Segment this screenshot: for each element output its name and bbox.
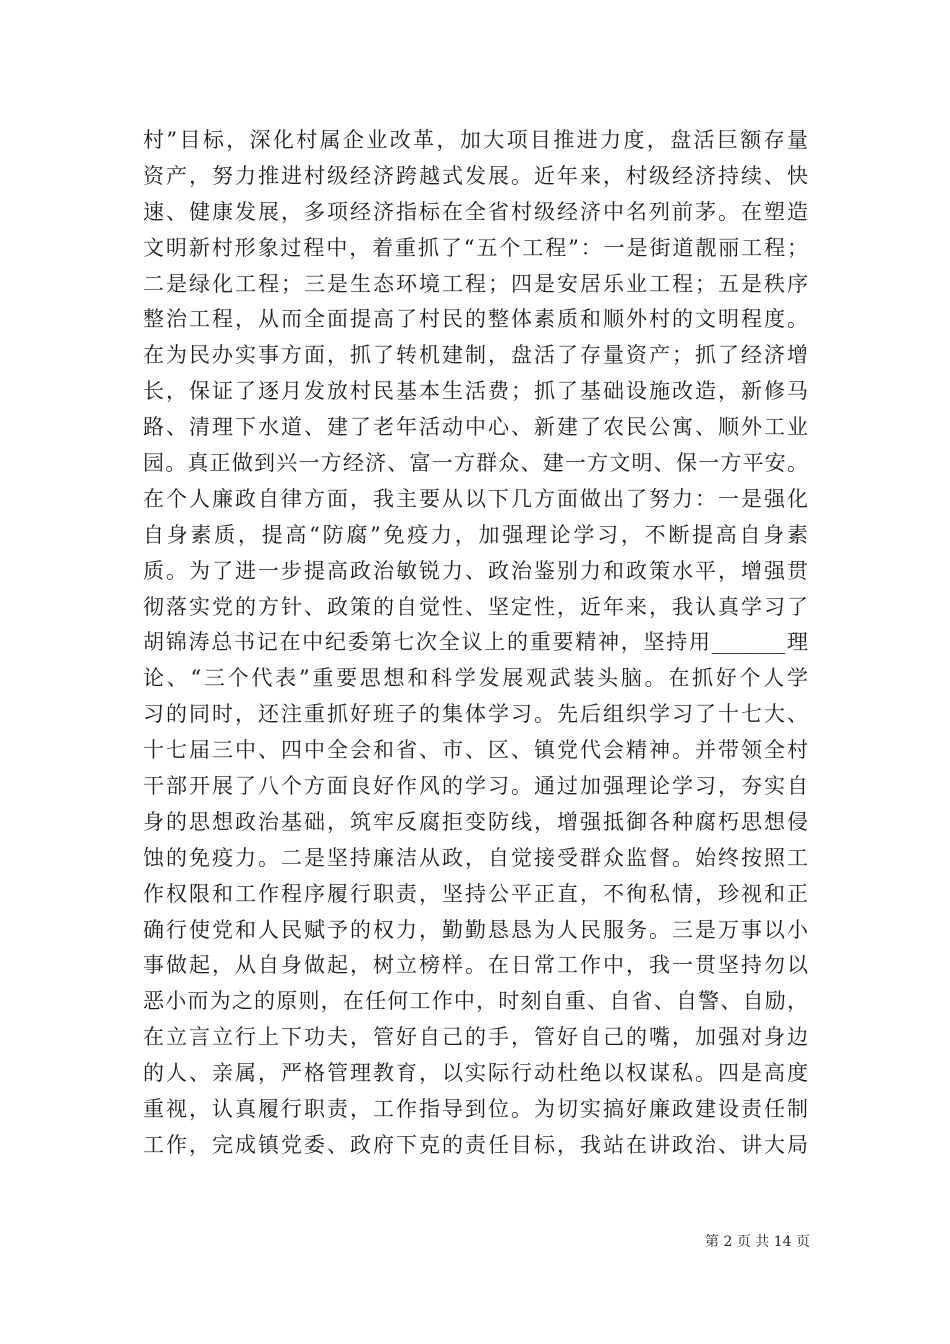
text-line: 重视，认真履行职责，工作指导到位。为切实搞好廉政建设责任制: [143, 1097, 808, 1122]
text-line: 恶小而为之的原则，在任何工作中，时刻自重、自省、自警、自励，: [143, 989, 808, 1014]
text-line: 身的思想政治基础，筑牢反腐拒变防线，增强抵御各种腐朽思想侵: [143, 809, 808, 834]
text-line: 确行使党和人民赋予的权力，勤勤恳恳为人民服务。三是万事以小: [143, 917, 808, 942]
text-line: 十七届三中、四中全会和省、市、区、镇党代会精神。并带领全村: [143, 738, 808, 763]
text-line: 作权限和工作程序履行职责，坚持公平正直，不徇私情，珍视和正: [143, 881, 808, 906]
text-line: 路、清理下水道、建了老年活动中心、新建了农民公寓、顺外工业: [143, 415, 808, 440]
text-line: 二是绿化工程；三是生态环境工程；四是安居乐业工程；五是秩序: [143, 271, 808, 296]
text-line: 在立言立行上下功夫，管好自己的手，管好自己的嘴，加强对身边: [143, 1025, 808, 1050]
text-line: 村”目标，深化村属企业改革，加大项目推进力度，盘活巨额存量: [143, 128, 808, 152]
text-line: 事做起，从自身做起，树立榜样。在日常工作中，我一贯坚持勿以: [143, 953, 808, 978]
text-line: 整治工程，从而全面提高了村民的整体素质和顺外村的文明程度。: [143, 307, 808, 332]
text-line: 彻落实党的方针、政策的自觉性、坚定性，近年来，我认真学习了: [143, 594, 808, 619]
text-line: 工作，完成镇党委、政府下克的责任目标，我站在讲政治、讲大局: [143, 1132, 808, 1157]
text-line: 在为民办实事方面，抓了转机建制，盘活了存量资产；抓了经济增: [143, 343, 808, 368]
text-line: 干部开展了八个方面良好作风的学习。通过加强理论学习，夯实自: [143, 774, 808, 799]
text-line: 长，保证了逐月发放村民基本生活费；抓了基础设施改造，新修马: [143, 379, 808, 404]
text-line: 自身素质，提高“防腐”免疫力，加强理论学习，不断提高自身素: [143, 522, 808, 547]
text-line: 文明新村形象过程中，着重抓了“五个工程”：一是街道靓丽工程；: [143, 235, 808, 260]
text-line: 速、健康发展，多项经济指标在全省村级经济中名列前茅。在塑造: [143, 199, 808, 224]
text-line: 习的同时，还注重抓好班子的集体学习。先后组织学习了十七大、: [143, 702, 808, 727]
text-line: 蚀的免疫力。二是坚持廉洁从政，自觉接受群众监督。始终按照工: [143, 845, 808, 870]
text-line: 园。真正做到兴一方经济、富一方群众、建一方文明、保一方平安。: [143, 451, 808, 476]
text-line: 资产，努力推进村级经济跨越式发展。近年来，村级经济持续、快: [143, 163, 808, 188]
text-line: 在个人廉政自律方面，我主要从以下几方面做出了努力：一是强化: [143, 486, 808, 511]
text-line: 质。为了进一步提高政治敏锐力、政治鉴别力和政策水平，增强贯: [143, 558, 808, 583]
page-number-footer: 第 2 页 共 14 页: [705, 1234, 810, 1250]
text-line: 的人、亲属，严格管理教育，以实际行动杜绝以权谋私。四是高度: [143, 1061, 808, 1086]
text-line: 胡锦涛总书记在中纪委第七次全议上的重要精神，坚持用_______理: [143, 630, 808, 655]
body-text: [143, 123, 808, 1164]
text-line: 论、“三个代表”重要思想和科学发展观武装头脑。在抓好个人学: [143, 666, 808, 691]
